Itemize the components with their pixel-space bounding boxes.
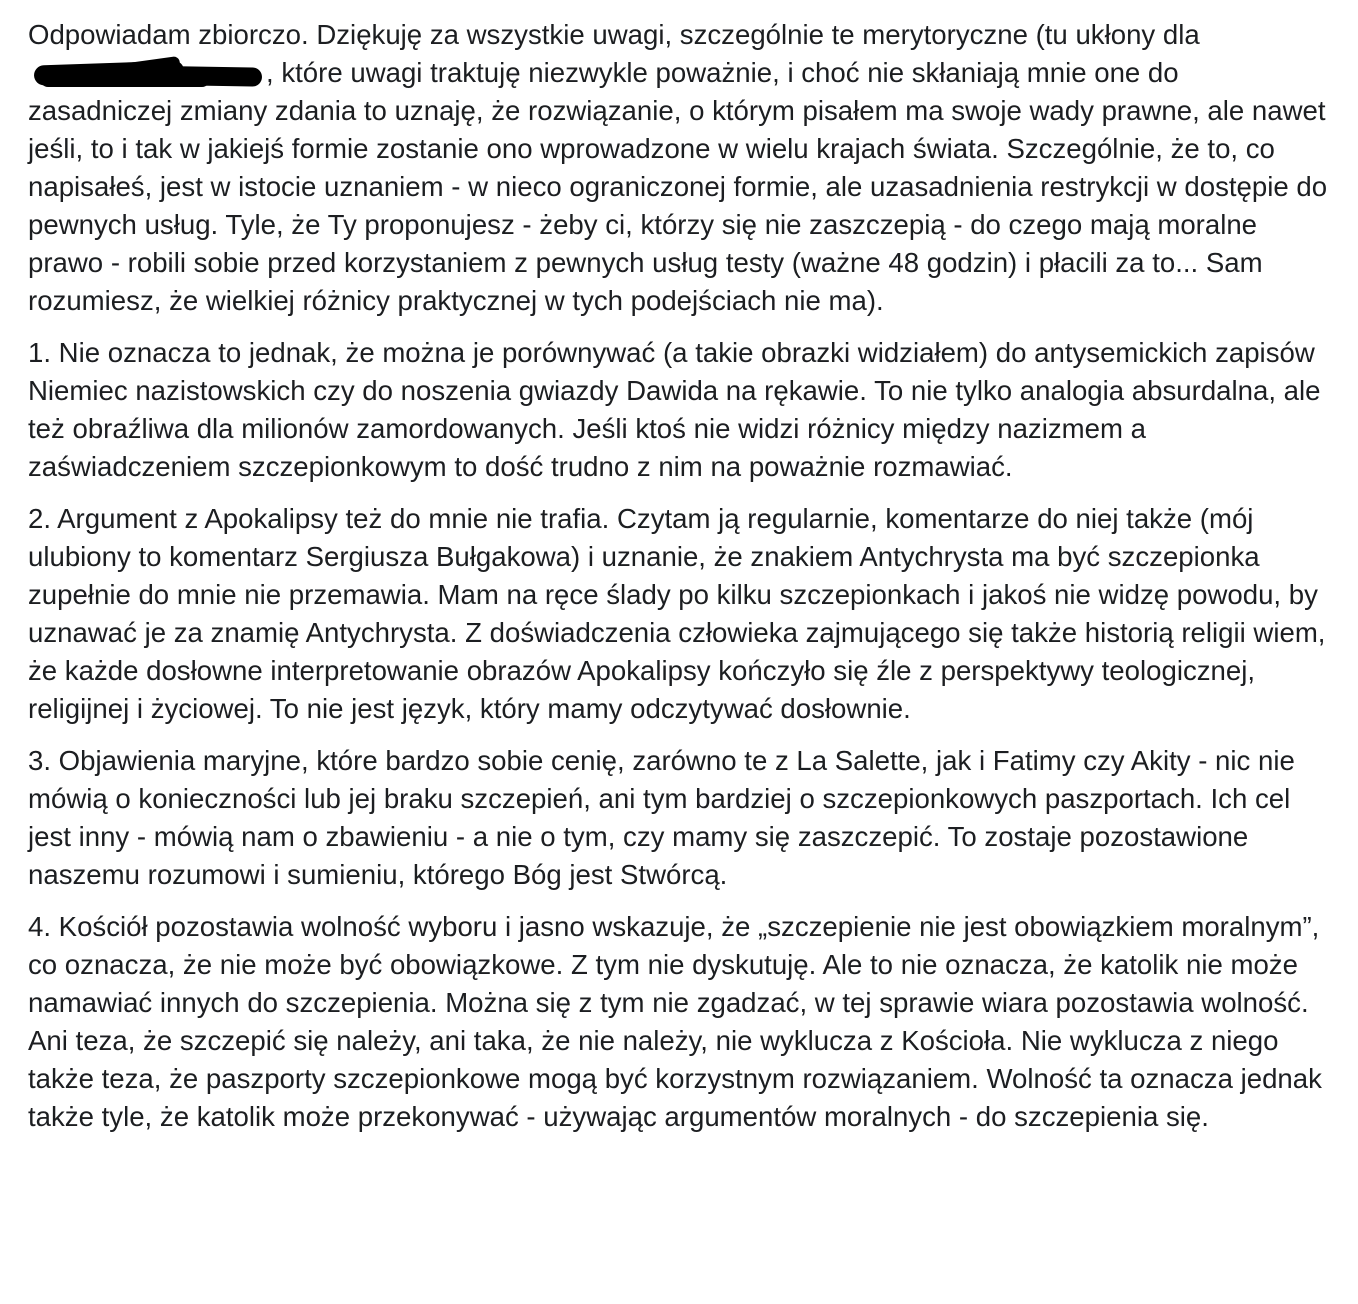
- post-paragraph-intro: [28, 16, 1328, 320]
- post-paragraph-1: 1. Nie oznacza to jednak, że można je porównywać (a takie obrazki widziałem) do antysemickich zapisów Niemiec nazistowskich czy do noszenia gwiazdy Dawida na rękawie. To nie tylko analogia absurdalna, ale też obraźliwa dla milionów zamordowanych. Jeśli ktoś nie widzi różnicy między nazizmem a zaświadczeniem szczepionkowym to dość trudno z nim na poważnie rozmawiać.: [28, 337, 1321, 482]
- redacted-name-scribble: [30, 57, 268, 87]
- intro-text-end: , które uwagi traktuję niezwykle poważnie, i choć nie skłaniają mnie one do zasadniczej zmiany zdania to uznaję, że rozwiązanie, o którym pisałem ma swoje wady prawne, ale nawet jeśli, to i tak w jakiejś formie zostanie ono wprowadzone w wielu krajach świata. Szczególnie, że to, co napisałeś, jest w istocie uznaniem - w nieco ograniczonej formie, ale uzasadnienia restrykcji w dostępie do pewnych usług. Tyle, że Ty proponujesz - żeby ci, którzy się nie zaszczepią - do czego mają moralne prawo - robili sobie przed korzystaniem z pewnych usług testy (ważne 48 godzin) i płacili za to... Sam rozumiesz, że wielkiej różnicy praktycznej w tych podejściach nie ma).: [28, 57, 1328, 316]
- post-paragraph-3: 3. Objawienia maryjne, które bardzo sobie cenię, zarówno te z La Salette, jak i Fatimy czy Akity - nic nie mówią o konieczności lub jej braku szczepień, ani tym bardziej o szczepionkowych paszportach. Ich cel jest inny - mówią nam o zbawieniu - a nie o tym, czy mamy się zaszczepić. To zostaje pozostawione naszemu rozumowi i sumieniu, którego Bóg jest Stwórcą.: [28, 745, 1295, 890]
- post-paragraph-4: 4. Kościół pozostawia wolność wyboru i jasno wskazuje, że „szczepienie nie jest obowiązkiem moralnym”, co oznacza, że nie może być obowiązkowe. Z tym nie dyskutuję. Ale to nie oznacza, że katolik nie może namawiać innych do szczepienia. Można się z tym nie zgadzać, w tej sprawie wiara pozostawia wolność. Ani teza, że szczepić się należy, ani taka, że nie należy, nie wyklucza z Kościoła. Nie wyklucza z niego także teza, że paszporty szczepionkowe mogą być korzystnym rozwiązaniem. Wolność ta oznacza jednak także tyle, że katolik może przekonywać - używając argumentów moralnych - do szczepienia się.: [28, 911, 1322, 1132]
- post-body: [28, 16, 1328, 1150]
- post-paragraph-2: 2. Argument z Apokalipsy też do mnie nie trafia. Czytam ją regularnie, komentarze do niej także (mój ulubiony to komentarz Sergiusza Bułgakowa) i uznanie, że znakiem Antychrysta ma być szczepionka zupełnie do mnie nie przemawia. Mam na ręce ślady po kilku szczepionkach i jakoś nie widzę powodu, by uznawać je za znamię Antychrysta. Z doświadczenia człowieka zajmującego się także historią religii wiem, że każde dosłowne interpretowanie obrazów Apokalipsy kończyło się źle z perspektywy teologicznej, religijnej i życiowej. To nie jest język, który mamy odczytywać dosłownie.: [28, 503, 1326, 724]
- intro-text-start: Odpowiadam zbiorczo. Dziękuję za wszystkie uwagi, szczególnie te merytoryczne (tu ukłony dla: [28, 19, 1200, 50]
